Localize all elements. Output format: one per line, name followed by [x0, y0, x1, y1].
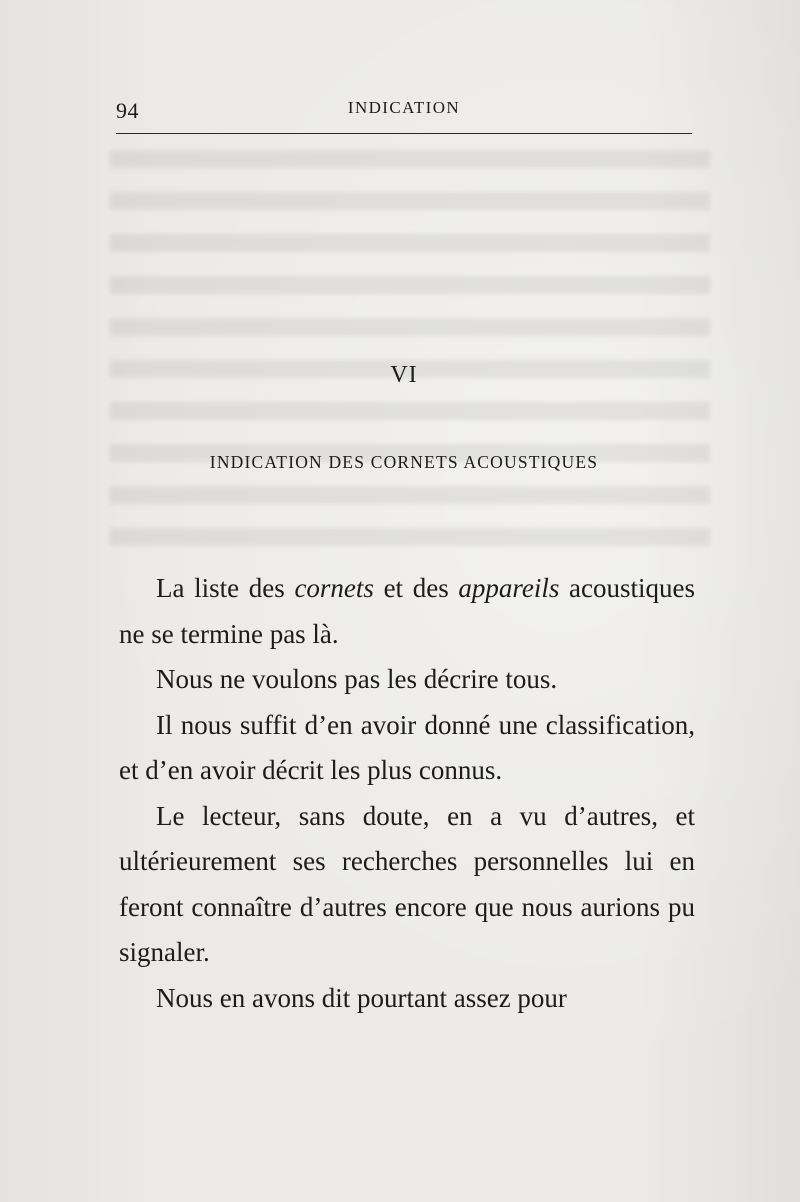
- running-head: INDICATION: [347, 98, 461, 117]
- paragraph-1-text-b: et des: [373, 573, 459, 603]
- paragraph-4: Le lecteur, sans doute, en a vu d’autres, et ultérieurement ses recherches personnelles lui en feront connaître d’autres encore que nous aurions pu signaler.: [119, 800, 695, 967]
- chapter-number: VI: [390, 362, 418, 388]
- body-text: [119, 566, 695, 1021]
- page-number: 94: [116, 98, 139, 123]
- italic-cornets: cornets: [294, 573, 374, 603]
- paragraph-3: Il nous suffit d’en avoir donné une classification, et d’en avoir décrit les plus connus.: [119, 709, 695, 785]
- italic-appareils: appareils: [458, 573, 560, 603]
- paragraph-1: [119, 566, 695, 657]
- paragraph-1-text-c: acoustiques ne se termine pas là.: [119, 573, 695, 649]
- chapter-title: INDICATION DES CORNETS ACOUSTIQUES: [209, 452, 599, 472]
- paragraph-1-text-a: La liste des: [156, 573, 295, 603]
- show-through-shadow: [110, 150, 710, 570]
- paragraph-5: Nous en avons dit pourtant assez pour: [156, 982, 567, 1013]
- header-rule: [116, 133, 692, 134]
- page-header: [116, 96, 692, 128]
- paragraph-2: Nous ne voulons pas les décrire tous.: [156, 664, 558, 694]
